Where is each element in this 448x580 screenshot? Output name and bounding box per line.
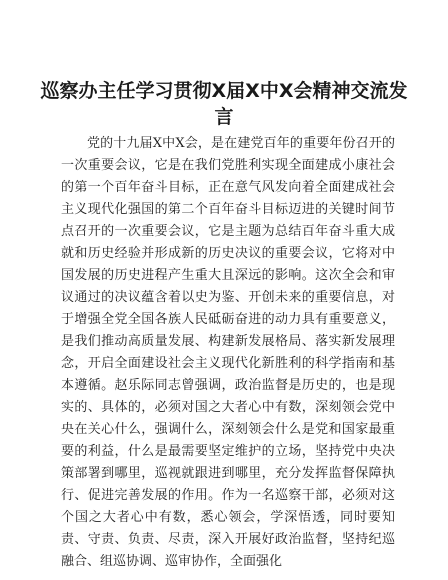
document-title: 巡察办主任学习贯彻X届X中X会精神交流发言 — [40, 80, 408, 128]
body-paragraph: 党的十九届X中X会，是在建党百年的重要年份召开的一次重要会议，它是在我们党胜利实现全面建成小康社会的第一个百年奋斗目标，正在意气风发向着全面建成社会主义现代化强国的第二个百年奋斗目标迈进的关键时间节点召开的一次重要会议，它是主题为总结百年奋斗重大成就和历史经验并形成新的历史决议的重要会议，它将对中国发展的历史进程产生重大且深远的影响。这次全会和审议通过的决议蕴含着以史为鉴、开创未来的重要信息，对于增强全党全国各族人民砥砺奋进的动力具有重要意义，是我们推动高质量发展、构建新发展格局、落实新发展理念，开启全面建设社会主义现代化新胜利的科学指南和基本遵循。赵乐际同志曾强调，政治监督是历史的，也是现实的、具体的，必须对国之大者心中有数，深刻领会党中央在关心什么，强调什么，深刻领会什么是党和国家最重要的利益，什么是最需要坚定维护的立场，坚持党中央决策部署到哪里，巡视就跟进到哪里，充分发挥监督保障执行、促进完善发展的作用。作为一名巡察干部，必须对这个国之大者心中有数，悉心领会，学深悟透，同时要知责、守责、负责、尽责，深入开展好政治监督，坚持纪巡融合、组巡协调、巡审协作，全面强化 — [61, 136, 395, 569]
